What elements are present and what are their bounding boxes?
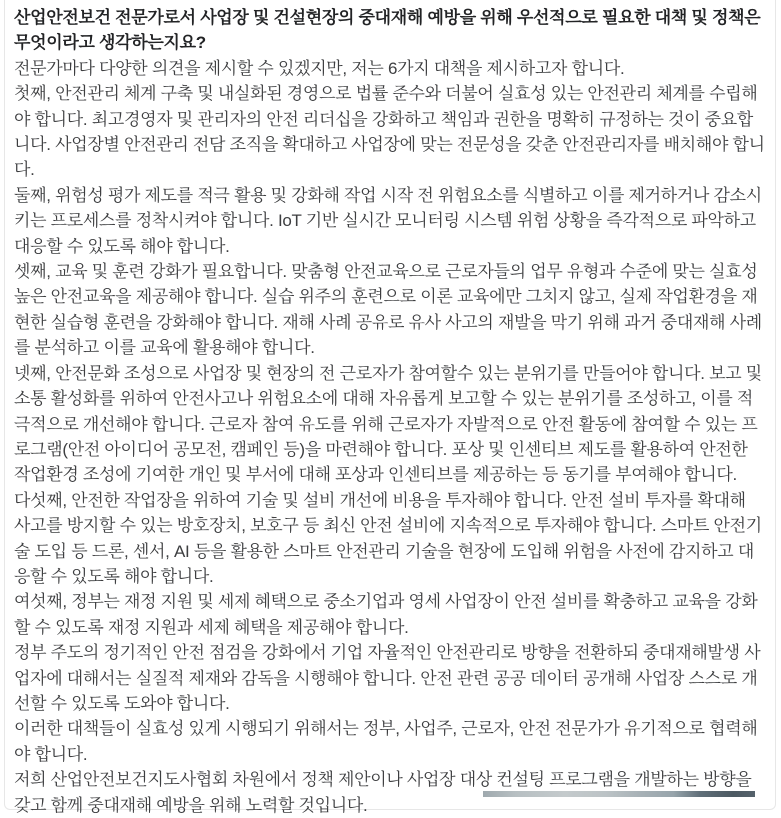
paragraph-first: 첫째, 안전관리 체계 구축 및 내실화된 경영으로 법률 준수와 더불어 실효성 있는 안전관리 체계를 수립해야 합니다. 최고경영자 및 관리자의 안전 리더십을 강화하고 책임과 권한을 명확히 규정하는 것이 중요합니다. 사업장별 안전관리 전담 조직을 확대하고 사업장에 맞는 전문성을 갖춘 안전관리자를 배치해야 합니다. xyxy=(14,84,765,180)
paragraph-fourth: 넷째, 안전문화 조성으로 사업장 및 현장의 전 근로자가 참여할수 있는 분위기를 만들어야 합니다. 보고 및 소통 활성화를 위하여 안전사고나 위험요소에 대해 자유롭게 보고할 수 있는 분위기를 조성하고, 이를 적극적으로 개선해야 합니다. 근로자 참여 유도를 위해 근로자가 자발적으로 안전 활동에 참여할 수 있는 프로그램(안전 아이디어 공모전, 캠페인 등)을 마련해야 합니다. 포상 및 인센티브 제도를 활용하여 안전한 작업환경 조성에 기여한 개인 및 부서에 대해 포상과 인센티브를 제공하는 등 동기를 부여해야 합니다. xyxy=(14,363,762,485)
question-heading: 산업안전보건 전문가로서 사업장 및 건설현장의 중대재해 예방을 위해 우선적으로 필요한 대책 및 정책은 무엇이라고 생각하는지요? xyxy=(14,8,761,53)
paragraph-government: 정부 주도의 정기적인 안전 점검을 강화에서 기업 자율적인 안전관리로 방향을 전환하되 중대재해발생 사업자에 대해서는 실질적 제재와 감독을 시행해야 합니다. 안전 관련 공공 데이터 공개해 사업장 스스로 개선할 수 있도록 도와야 합니다. xyxy=(14,643,761,713)
paragraph-intro: 전문가마다 다양한 의견을 제시할 수 있겠지만, 저는 6가지 대책을 제시하고자 합니다. xyxy=(14,58,625,78)
cropped-photo-top-edge xyxy=(483,791,755,797)
paragraph-third: 셋째, 교육 및 훈련 강화가 필요합니다. 맞춤형 안전교육으로 근로자들의 업무 유형과 수준에 맞는 실효성 높은 안전교육을 제공해야 합니다. 실습 위주의 훈련으로 이론 교육에만 그치지 않고, 실제 작업환경을 재현한 실습형 훈련을 강화해야 합니다. 재해 사례 공유로 유사 사고의 재발을 막기 위해 과거 중대재해 사례를 분석하고 이를 교육에 활용해야 합니다. xyxy=(14,262,762,358)
article-container xyxy=(4,0,776,815)
paragraph-second: 둘째, 위험성 평가 제도를 적극 활용 및 강화해 작업 시작 전 위험요소를 식별하고 이를 제거하거나 감소시키는 프로세스를 정착시켜야 합니다. IoT 기반 실시간 모니터링 시스템 위험 상황을 즉각적으로 파악하고 대응할 수 있도록 해야 합니다. xyxy=(14,185,762,256)
paragraph-fifth: 다섯째, 안전한 작업장을 위하여 기술 및 설비 개선에 비용을 투자해야 합니다. 안전 설비 투자를 확대해 사고를 방지할 수 있는 방호장치, 보호구 등 최신 안전 설비에 지속적으로 투자해야 합니다. 스마트 안전기술 도입 등 드론, 센서, AI 등을 활용한 스마트 안전관리 기술을 현장에 도입해 위험을 사전에 감지하고 대응할 수 있도록 해야 합니다. xyxy=(14,490,762,586)
paragraph-cooperation: 이러한 대책들이 실효성 있게 시행되기 위해서는 정부, 사업주, 근로자, 안전 전문가가 유기적으로 협력해야 합니다. xyxy=(14,719,758,764)
paragraph-sixth: 여섯째, 정부는 재정 지원 및 세제 혜택으로 중소기업과 영세 사업장이 안전 설비를 확충하고 교육을 강화할 수 있도록 재정 지원과 세제 혜택을 제공해야 합니다. xyxy=(14,592,758,637)
paragraph-closing: 저희 산업안전보건지도사협회 차원에서 정책 제안이나 사업장 대상 컨설팅 프로그램을 개발하는 방향을 갖고 함께 중대재해 예방을 위해 노력할 것입니다. xyxy=(14,770,752,815)
